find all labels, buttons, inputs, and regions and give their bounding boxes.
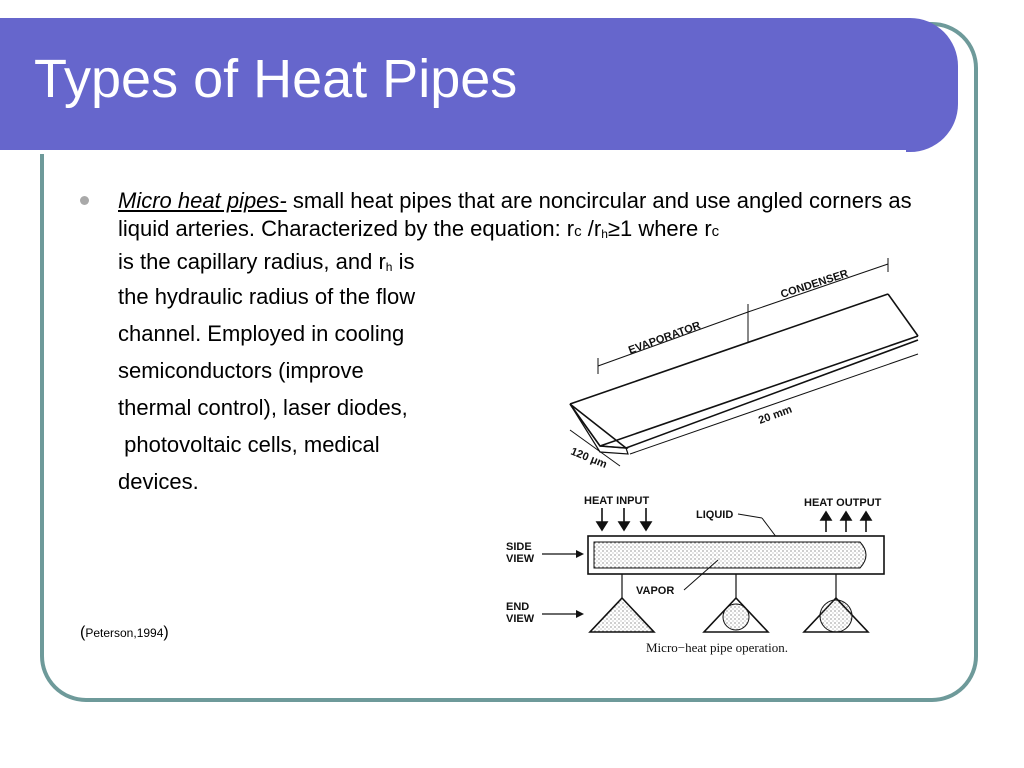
heat-arrows xyxy=(597,508,871,532)
line1-b: is xyxy=(392,249,415,274)
term-micro-heat-pipes: Micro heat pipes- xyxy=(118,188,287,213)
eq-rh-subscript: h xyxy=(601,227,608,241)
label-length: 20 mm xyxy=(756,403,794,427)
label-vapor: VAPOR xyxy=(636,585,675,597)
figure-caption: Micro−heat pipe operation. xyxy=(646,640,788,655)
slide-title: Types of Heat Pipes xyxy=(34,49,518,109)
label-end-view-2: VIEW xyxy=(506,613,535,625)
text-line: semiconductors (improve xyxy=(118,358,364,383)
end-view-1 xyxy=(590,598,654,632)
text-line: channel. Employed in cooling xyxy=(118,321,405,346)
intro-text: small heat pipes that are noncircular and use angled corners as liquid arteries. Characterized by the equation: r xyxy=(118,188,912,241)
label-end-view-1: END xyxy=(506,601,530,613)
prism-drawing xyxy=(570,258,918,466)
label-condenser: CONDENSER xyxy=(779,267,850,301)
line1-a: is the capillary radius, and r xyxy=(118,249,386,274)
label-evaporator: EVAPORATOR xyxy=(626,319,703,357)
eq-rc-subscript: c xyxy=(574,223,582,240)
label-heat-input: HEAT INPUT xyxy=(584,495,650,507)
text-line: photovoltaic cells, medical xyxy=(118,432,380,457)
micro-heat-pipe-figure xyxy=(470,254,940,674)
eq-mid: /r xyxy=(581,216,602,241)
figure-svg xyxy=(470,254,940,674)
bullet-dot xyxy=(80,196,89,205)
side-view-vapor xyxy=(594,542,866,568)
eq-rest: ≥1 where r xyxy=(607,216,712,241)
text-line: devices. xyxy=(118,469,199,494)
bullet-continuation xyxy=(118,278,415,500)
label-side-view-2: VIEW xyxy=(506,553,535,565)
citation: (Peterson,1994) xyxy=(80,624,169,641)
label-heat-output: HEAT OUTPUT xyxy=(804,497,882,509)
label-side-view-1: SIDE xyxy=(506,541,532,553)
title-underline xyxy=(0,150,906,154)
line1-subscript: h xyxy=(385,260,393,274)
label-liquid: LIQUID xyxy=(696,509,734,521)
eq-rc2-subscript: c xyxy=(711,223,720,240)
citation-text: Peterson,1994 xyxy=(85,626,164,640)
label-width: 120 μm xyxy=(568,445,609,471)
text-line: thermal control), laser diodes, xyxy=(118,395,408,420)
text-line: the hydraulic radius of the flow xyxy=(118,284,416,309)
